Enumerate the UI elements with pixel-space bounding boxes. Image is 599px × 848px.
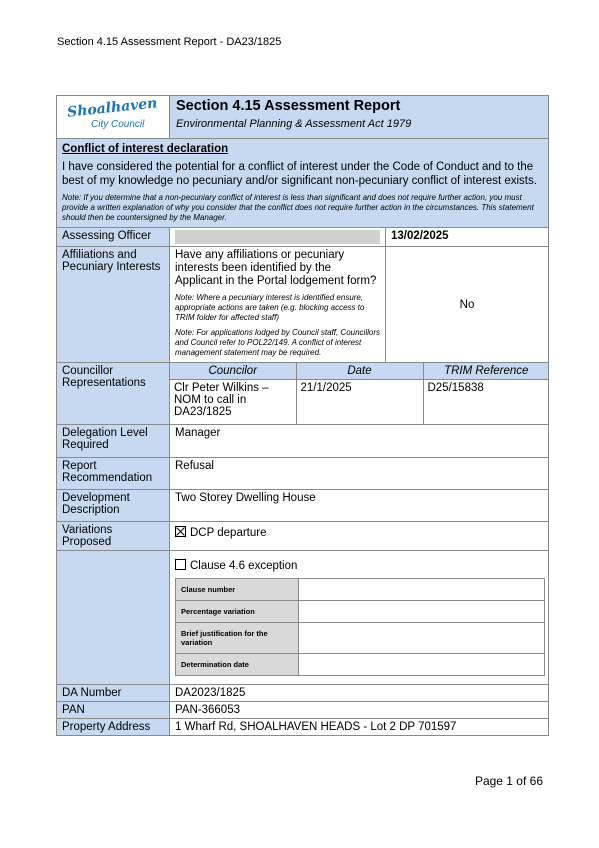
redacted-name — [175, 230, 380, 244]
delegation-label: Delegation Level Required — [57, 424, 170, 457]
report-title: Section 4.15 Assessment Report — [176, 98, 401, 114]
conflict-note: Note: If you determine that a non-pecuniary conflict of interest is less than significant and does not require further action, you must provide a written explanation of why you consider that the conflict does not require further action in the circumstances. This statement should then be countersigned by the Manager. — [62, 193, 534, 222]
affiliations-label: Affiliations and Pecuniary Interests — [57, 247, 170, 363]
councillor-header-trim: TRIM Reference — [423, 363, 549, 380]
report-subtitle: Environmental Planning & Assessment Act 1979 — [176, 118, 412, 130]
clause-4-6-label: Clause 4.6 exception — [190, 559, 298, 572]
logo-sub: City Council — [91, 119, 145, 130]
determination-date-label: Determination date — [176, 653, 299, 675]
councillor-cell — [170, 363, 549, 425]
clause-4-6-checkbox[interactable] — [175, 559, 186, 570]
affiliations-question-cell — [170, 247, 386, 363]
assessing-officer-date: 13/02/2025 — [386, 228, 549, 247]
percentage-variation-label: Percentage variation — [176, 600, 299, 622]
title-cell — [170, 96, 549, 139]
property-address-value: 1 Wharf Rd, SHOALHAVEN HEADS - Lot 2 DP 701597 — [170, 718, 549, 735]
affiliations-note-2: Note: For applications lodged by Council staff, Councillors and Council refer to POL22/149. A conflict of interest management statement may be required. — [175, 328, 380, 357]
assessing-officer-label: Assessing Officer — [57, 228, 170, 247]
property-address-label: Property Address — [57, 718, 170, 735]
recommendation-label: Report Recommendation — [57, 457, 170, 489]
description-value: Two Storey Dwelling House — [170, 489, 549, 521]
conflict-section — [57, 139, 549, 228]
justification-label: Brief justification for the variation — [176, 622, 299, 653]
assessing-officer-name — [170, 228, 386, 247]
determination-date-field[interactable] — [299, 653, 545, 675]
councillor-header-date: Date — [296, 363, 423, 380]
conflict-heading: Conflict of interest declaration — [62, 143, 229, 155]
percentage-variation-field[interactable] — [299, 600, 545, 622]
assessment-report-table — [56, 95, 549, 736]
justification-field[interactable] — [299, 622, 545, 653]
variations-clause-cell — [170, 550, 549, 684]
conflict-body: I have considered the potential for a conflict of interest under the Code of Conduct and to the best of my knowledge no pecuniary and/or significant non-pecuniary conflict of interest exists. — [62, 161, 537, 187]
affiliations-note-1: Note: Where a pecuniary interest is identified ensure, appropriate actions are taken (e.g. blocking access to TRIM folder for affected staff) — [175, 293, 365, 322]
da-number-value: DA2023/1825 — [170, 684, 549, 701]
councillor-date: 21/1/2025 — [296, 380, 423, 424]
pan-label: PAN — [57, 701, 170, 718]
councillor-name: Clr Peter Wilkins – NOM to call in DA23/1825 — [170, 380, 296, 424]
description-label: Development Description — [57, 489, 170, 521]
dcp-departure-label: DCP departure — [190, 526, 267, 539]
affiliations-answer: No — [386, 247, 549, 363]
variations-blank-label — [57, 550, 170, 684]
clause-number-label: Clause number — [176, 578, 299, 600]
delegation-value: Manager — [170, 424, 549, 457]
logo-brand: Shoalhaven — [66, 95, 159, 121]
council-logo — [61, 95, 165, 134]
dcp-departure-checkbox[interactable] — [175, 526, 186, 537]
pan-value: PAN-366053 — [170, 701, 549, 718]
da-number-label: DA Number — [57, 684, 170, 701]
affiliations-question: Have any affiliations or pecuniary interests been identified by the Applicant in the Portal lodgement form? — [175, 249, 377, 287]
variations-label: Variations Proposed — [57, 521, 170, 550]
councillor-trim: D25/15838 — [423, 380, 549, 424]
variations-dcp-cell — [170, 521, 549, 550]
clause-variation-table — [175, 578, 545, 676]
councillor-label: Councillor Representations — [57, 363, 170, 425]
logo-cell — [57, 96, 170, 139]
clause-number-field[interactable] — [299, 578, 545, 600]
page-header: Section 4.15 Assessment Report - DA23/1825 — [57, 36, 282, 48]
page-footer: Page 1 of 66 — [474, 774, 543, 788]
councillor-header-councilor: Councilor — [170, 363, 296, 380]
recommendation-value: Refusal — [170, 457, 549, 489]
councillor-table — [170, 363, 549, 424]
